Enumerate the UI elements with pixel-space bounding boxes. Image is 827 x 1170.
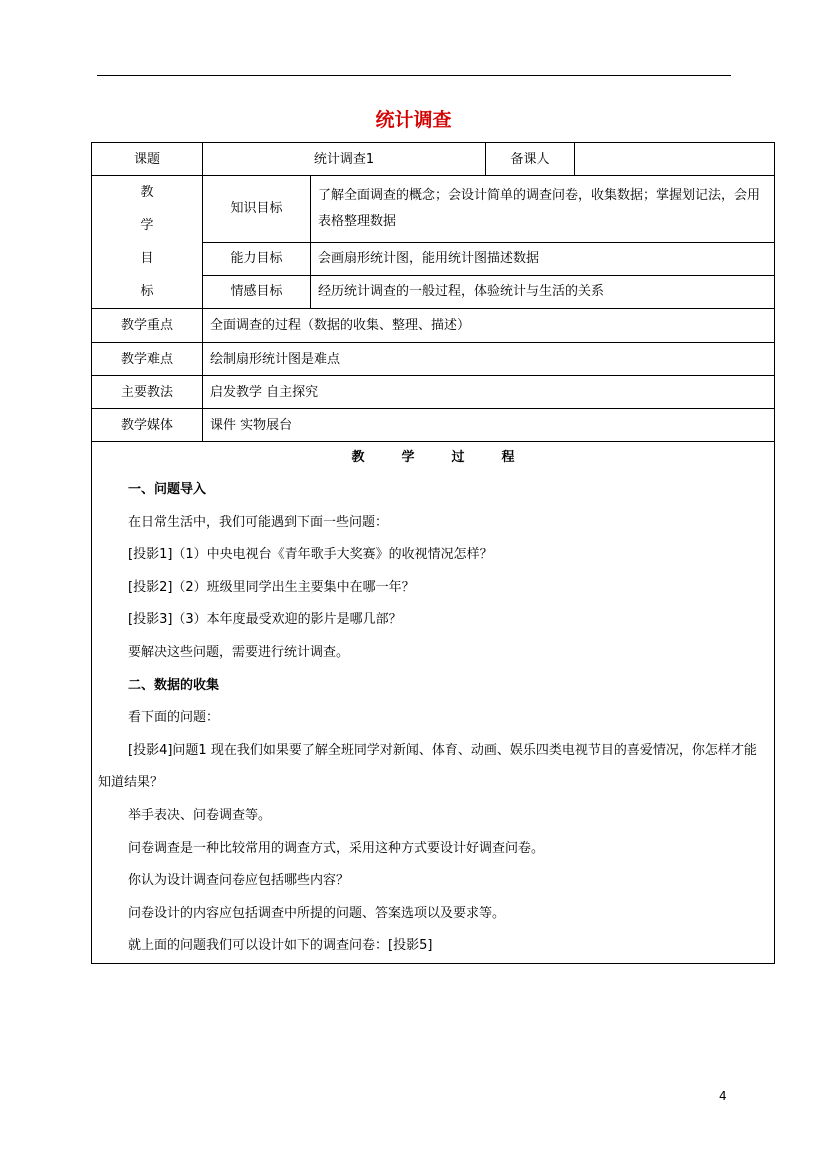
preparer-label: 备课人 [486, 143, 575, 176]
section-heading: 一、问题导入 [128, 482, 207, 497]
media-row [92, 409, 775, 442]
difficulty-text: 绘制扇形统计图是难点 [203, 343, 775, 376]
process-cell [92, 442, 775, 964]
goal-text-knowledge: 了解全面调查的概念；会设计简单的调查问卷，收集数据；掌握划记法，会用表格整理数据 [311, 176, 775, 243]
difficulty-label: 教学难点 [92, 343, 203, 376]
key-point-label: 教学重点 [92, 309, 203, 343]
process-paragraph: [投影1]（1）中央电视台《青年歌手大奖赛》的收视情况怎样？ [128, 547, 493, 563]
section-heading: 二、数据的收集 [128, 677, 220, 693]
process-paragraph: 你认为设计调查问卷应包括哪些内容？ [128, 873, 350, 889]
document-title: 统计调查 [375, 109, 452, 131]
goal-label-knowledge: 知识目标 [203, 176, 311, 243]
topic-value: 统计调查1 [203, 143, 486, 176]
process-paragraph: 在日常生活中，我们可能遇到下面一些问题： [128, 514, 389, 530]
method-text: 启发教学 自主探究 [203, 376, 775, 409]
process-paragraph: [投影4]问题1 现在我们如果要了解全班同学对新闻、体育、动画、娱乐四类电视节目的喜爱情况，你怎样才能知道结果？ [98, 742, 757, 791]
goal-text-ability: 会画扇形统计图，能用统计图描述数据 [311, 242, 775, 275]
process-paragraph: 举手表决、问卷调查等。 [128, 807, 272, 823]
goals-label [92, 176, 203, 309]
process-paragraph: [投影3]（3）本年度最受欢迎的影片是哪几部？ [128, 612, 402, 628]
header-rule [97, 75, 731, 76]
method-row [92, 376, 775, 409]
process-paragraph: 要解决这些问题，需要进行统计调查。 [128, 644, 350, 660]
topic-row [92, 143, 775, 176]
goals-label-char: 学 [140, 218, 154, 233]
page-number: 4 [719, 1089, 727, 1103]
process-paragraph: 看下面的问题： [128, 710, 220, 726]
lesson-plan-table [91, 142, 775, 964]
goals-label-char: 标 [140, 284, 154, 299]
goal-label-ability: 能力目标 [203, 242, 311, 275]
goal-text-emotion: 经历统计调查的一般过程，体验统计与生活的关系 [311, 275, 775, 308]
preparer-value [575, 143, 775, 176]
goal-label-emotion: 情感目标 [203, 275, 311, 308]
process-heading: 教学过程 [351, 450, 552, 465]
process-body [92, 474, 774, 963]
process-paragraph: 问卷设计的内容应包括调查中所提的问题、答案选项以及要求等。 [128, 905, 506, 921]
media-text: 课件 实物展台 [203, 409, 775, 442]
topic-label: 课题 [92, 143, 203, 176]
process-paragraph: 就上面的问题我们可以设计如下的调查问卷：[投影5] [128, 938, 433, 954]
goal-row-knowledge [92, 176, 775, 243]
media-label: 教学媒体 [92, 409, 203, 442]
key-point-text: 全面调查的过程（数据的收集、整理、描述） [203, 309, 775, 343]
process-paragraph: [投影2]（2）班级里同学出生主要集中在哪一年？ [128, 579, 415, 595]
process-row [92, 442, 775, 964]
goals-label-char: 目 [140, 251, 154, 266]
key-point-row [92, 309, 775, 343]
method-label: 主要教法 [92, 376, 203, 409]
process-paragraph: 问卷调查是一种比较常用的调查方式，采用这种方式要设计好调查问卷。 [128, 840, 545, 856]
goals-label-char: 教 [140, 185, 154, 200]
difficulty-row [92, 343, 775, 376]
